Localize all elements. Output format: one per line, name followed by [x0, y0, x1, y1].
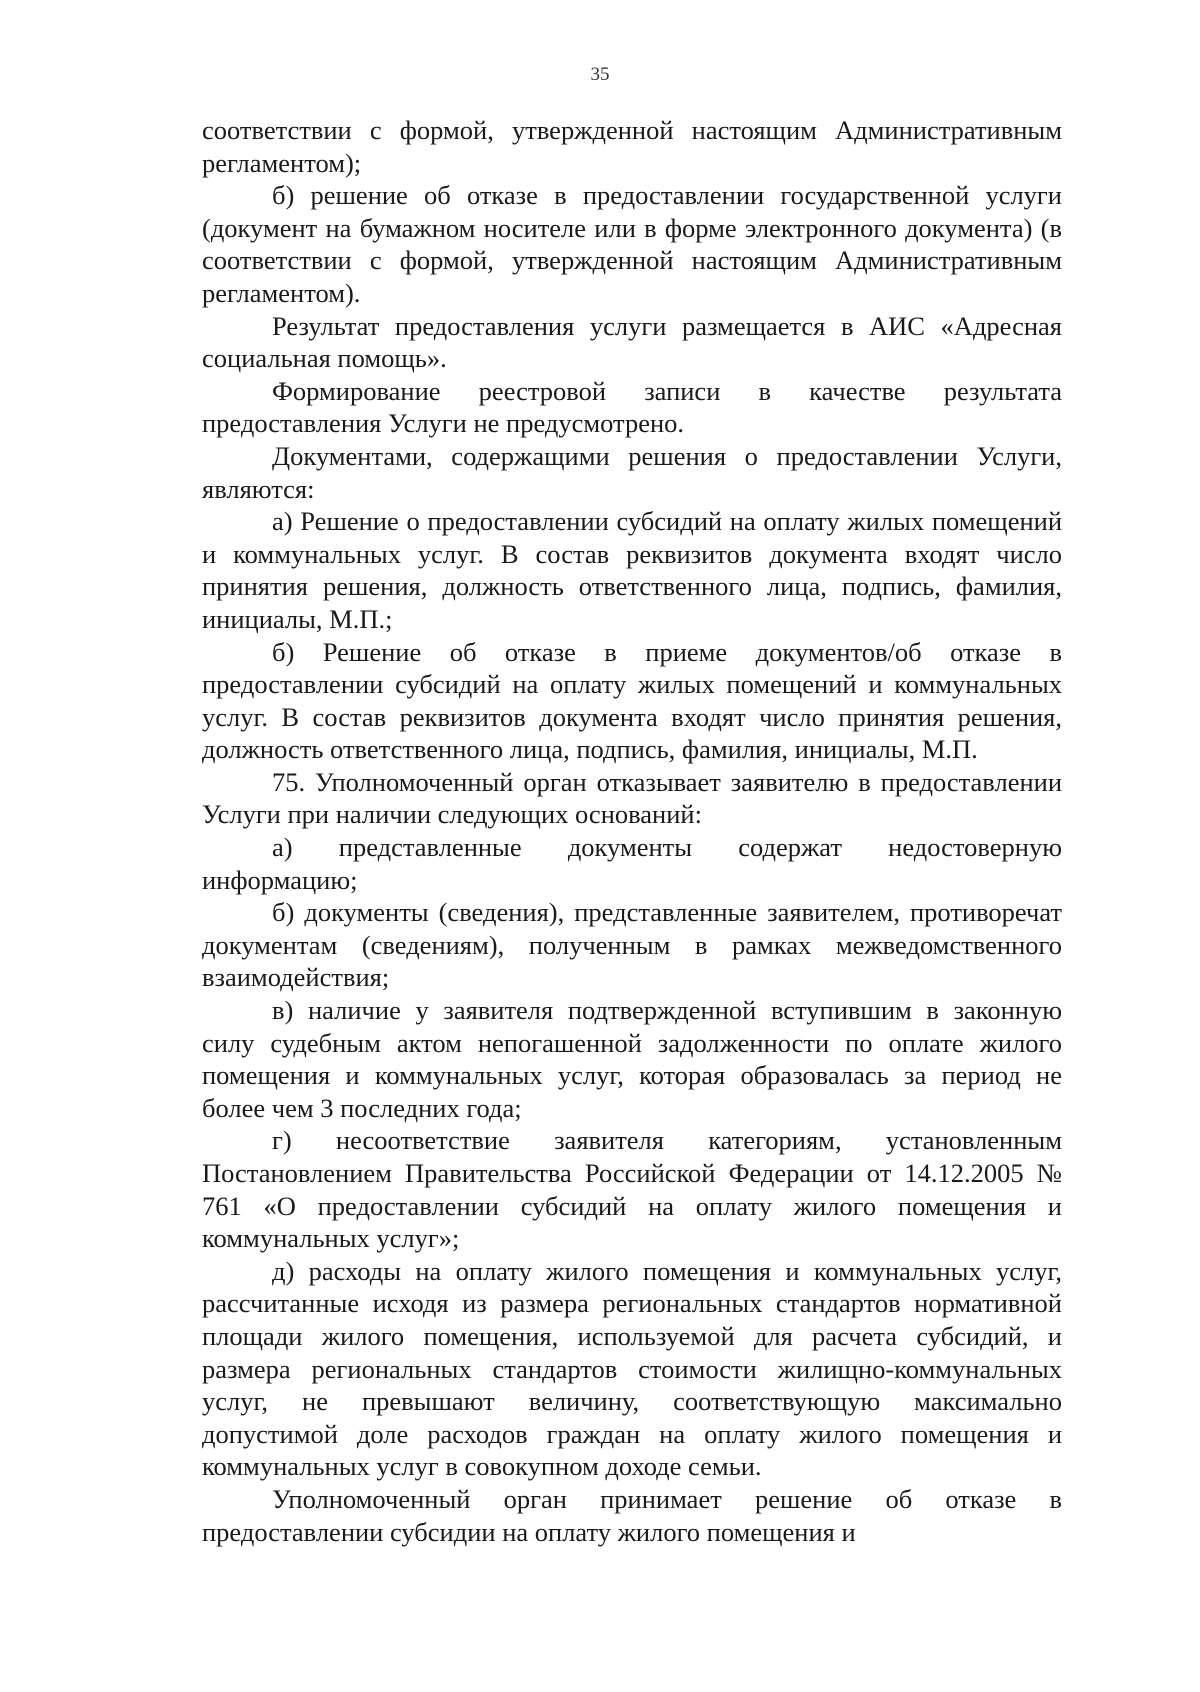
list-item: в) наличие у заявителя подтвержденной вступившим в законную силу судебным актом непогашенной задолженности по оплате жилого помещения и коммунальных услуг, которая образовалась за период не более чем 3 последних года; — [202, 995, 1062, 1123]
page-number: 35 — [590, 64, 610, 85]
document-body — [202, 114, 1062, 1548]
list-item: д) расходы на оплату жилого помещения и коммунальных услуг, рассчитанные исходя из размера региональных стандартов нормативной площади жилого помещения, используемой для расчета субсидий, и размера региональных стандартов стоимости жилищно-коммунальных услуг, не превышают величину, соответствующую максимально допустимой доле расходов граждан на оплату жилого помещения и коммунальных услуг в совокупном доходе семьи. — [202, 1255, 1062, 1482]
list-item: а) Решение о предоставлении субсидий на оплату жилых помещений и коммунальных услуг. В состав реквизитов документа входят число принятия решения, должность ответственного лица, подпись, фамилия, инициалы, М.П.; — [202, 506, 1062, 634]
paragraph: Документами, содержащими решения о предоставлении Услуги, являются: — [202, 440, 1062, 504]
section-paragraph: 75. Уполномоченный орган отказывает заявителю в предоставлении Услуги при наличии следующих оснований: — [202, 766, 1062, 830]
paragraph: Результат предоставления услуги размещается в АИС «Адресная социальная помощь». — [202, 310, 1062, 374]
paragraph: Уполномоченный орган принимает решение об отказе в предоставлении субсидии на оплату жилого помещения и — [202, 1483, 1062, 1547]
paragraph: б) решение об отказе в предоставлении государственной услуги (документ на бумажном носителе или в форме электронного документа) (в соответствии с формой, утвержденной настоящим Административным регламентом). — [202, 180, 1062, 308]
paragraph: соответствии с формой, утвержденной настоящим Административным регламентом); — [202, 115, 1062, 178]
list-item: г) несоответствие заявителя категориям, установленным Постановлением Правительства Российской Федерации от 14.12.2005 № 761 «О предоставлении субсидий на оплату жилого помещения и коммунальных услуг»; — [202, 1125, 1062, 1254]
list-item: б) документы (сведения), представленные заявителем, противоречат документам (сведениям), полученным в рамках межведомственного взаимодействия; — [202, 897, 1062, 993]
list-item: б) Решение об отказе в приеме документов/об отказе в предоставлении субсидий на оплату жилых помещений и коммунальных услуг. В состав реквизитов документа входят число принятия решения, должность ответственного лица, подпись, фамилия, инициалы, М.П. — [202, 636, 1062, 765]
list-item: а) представленные документы содержат недостоверную информацию; — [202, 832, 1062, 895]
paragraph: Формирование реестровой записи в качестве результата предоставления Услуги не предусмотрено. — [202, 375, 1062, 439]
